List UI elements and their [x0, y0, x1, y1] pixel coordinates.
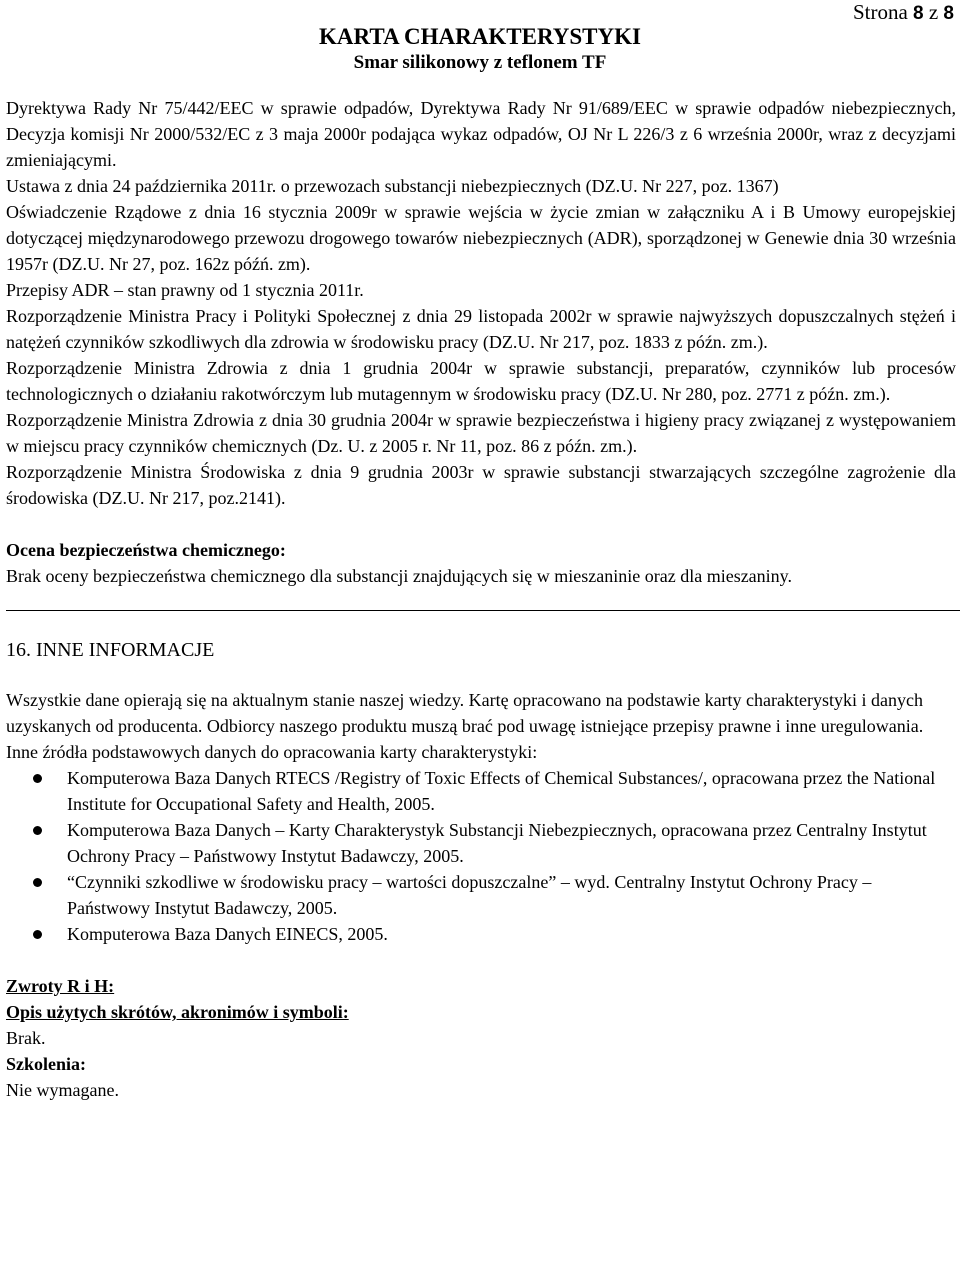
abbreviations-text: Brak. — [6, 1028, 46, 1048]
regulation-item: Przepisy ADR – stan prawny od 1 stycznia 2011r. — [6, 280, 364, 300]
source-item — [6, 817, 956, 869]
source-text: Komputerowa Baza Danych – Karty Charakterystyk Substancji Niebezpiecznych, opracowana przez Centralny Instytut Ochrony Pracy – Państwowy Instytut Badawczy, 2005. — [67, 820, 927, 866]
abbreviations-heading: Opis użytych skrótów, akronimów i symboli: — [6, 1002, 349, 1022]
bullet-icon — [33, 878, 42, 887]
bullet-icon — [33, 774, 42, 783]
page-current: 8 — [913, 3, 924, 24]
regulation-item: Rozporządzenie Ministra Pracy i Polityki Społecznej z dnia 29 listopada 2002r w sprawie najwyższych dopuszczalnych stężeń i natężeń czynników szkodliwych dla zdrowia w środowisku pracy (DZ.U. Nr 217, poz. 1833 z późn. zm.). — [6, 306, 956, 352]
sources-list — [6, 765, 956, 947]
regulation-item: Rozporządzenie Ministra Środowiska z dnia 9 grudnia 2003r w sprawie substancji stwarzających szczególne zagrożenie dla środowiska (DZ.U. Nr 217, poz.2141). — [6, 462, 956, 508]
document-subtitle: Smar silikonowy z teflonem TF — [353, 52, 607, 73]
page-total: 8 — [943, 3, 954, 24]
source-item — [6, 765, 956, 817]
regulation-item: Rozporządzenie Ministra Zdrowia z dnia 1 grudnia 2004r w sprawie substancji, preparatów, czynników lub procesów technologicznych o działaniu rakotwórczym lub mutagennym w środowisku pracy (DZ.U. Nr 280, poz. 2771 z późn. zm.). — [6, 358, 956, 404]
training-text: Nie wymagane. — [6, 1080, 119, 1100]
bullet-icon — [33, 826, 42, 835]
source-item — [6, 921, 956, 947]
source-item — [6, 869, 956, 921]
regulation-item: Rozporządzenie Ministra Zdrowia z dnia 30 grudnia 2004r w sprawie bezpieczeństwa i higieny pracy związanej z występowaniem w miejscu pracy czynników chemicznych (Dz. U. z 2005 r. Nr 11, poz. 86 z późn. zm.). — [6, 410, 956, 456]
section-16-heading: 16. INNE INFORMACJE — [6, 639, 215, 661]
page-number — [853, 0, 954, 26]
r-h-phrases-heading: Zwroty R i H: — [6, 976, 115, 996]
page-separator: z — [928, 0, 939, 24]
bullet-icon — [33, 930, 42, 939]
regulation-item: Ustawa z dnia 24 października 2011r. o przewozach substancji niebezpiecznych (DZ.U. Nr 227, poz. 1367) — [6, 176, 779, 196]
document-title: KARTA CHARAKTERYSTYKI — [319, 24, 641, 49]
source-text: Komputerowa Baza Danych EINECS, 2005. — [67, 924, 388, 944]
regulation-item: Oświadczenie Rządowe z dnia 16 stycznia 2009r w sprawie wejścia w życie zmian w załączniku A i B Umowy europejskiej dotyczącej międzynarodowego przewozu drogowego towarów niebezpiecznych (ADR), sporządzonej w Genewie dnia 30 września 1957r (DZ.U. Nr 27, poz. 162z późń. zm). — [6, 202, 956, 274]
regulations-list — [6, 95, 956, 511]
regulation-item: Dyrektywa Rady Nr 75/442/EEC w sprawie odpadów, Dyrektywa Rady Nr 91/689/EEC w sprawie odpadów niebezpiecznych, Decyzja komisji Nr 2000/532/EC z 3 maja 2000r podająca wykaz odpadów, OJ Nr L 226/3 z 6 września 2000r, wraz z decyzjami zmieniającymi. — [6, 98, 956, 170]
source-text: Komputerowa Baza Danych RTECS /Registry of Toxic Effects of Chemical Substances/, opracowana przez the National Institute for Occupational Safety and Health, 2005. — [67, 768, 936, 814]
page-prefix: Strona — [852, 0, 908, 24]
safety-assessment-text: Brak oceny bezpieczeństwa chemicznego dla substancji znajdujących się w mieszaninie oraz dla mieszaniny. — [6, 566, 793, 586]
sources-heading: Inne źródła podstawowych danych do opracowania karty charakterystyki: — [6, 742, 538, 762]
training-heading: Szkolenia: — [6, 1054, 87, 1074]
section-16-intro: Wszystkie dane opierają się na aktualnym stanie naszej wiedzy. Kartę opracowano na podstawie karty charakterystyki i danych uzyskanych od producenta. Odbiorcy naszego produktu muszą brać pod uwagę istniejące przepisy prawne i inne uregulowania. — [6, 690, 924, 736]
document-body — [6, 95, 956, 1103]
safety-assessment-heading: Ocena bezpieczeństwa chemicznego: — [6, 540, 286, 560]
source-text: “Czynniki szkodliwe w środowisku pracy – wartości dopuszczalne” – wyd. Centralny Instytut Ochrony Pracy – Państwowy Instytut Badawczy, 2005. — [67, 872, 872, 918]
